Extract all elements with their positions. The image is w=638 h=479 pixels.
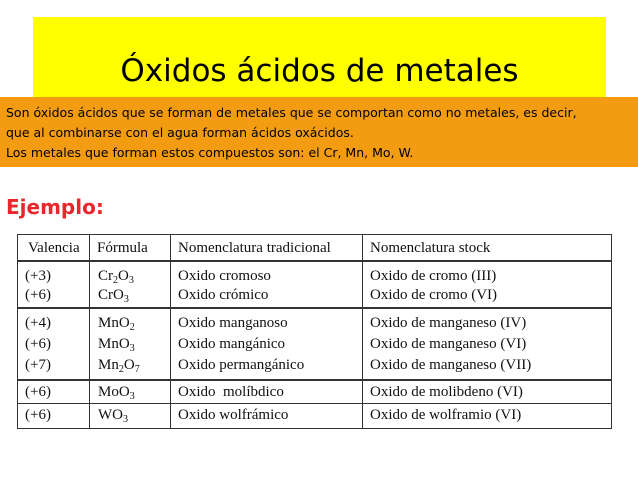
cell-valencia: (+6) [25, 407, 51, 423]
cell-valencia: (+6) [25, 384, 51, 400]
element-symbol: Mo [98, 384, 119, 400]
cell-tradicional: Oxido permangánico [178, 357, 305, 373]
element-symbol: Cr [98, 287, 113, 303]
cell-valencia: (+4) [25, 315, 51, 331]
subscript: 7 [134, 364, 140, 375]
cell-valencia: (+7) [25, 357, 51, 373]
element-symbol: Mn [98, 336, 119, 352]
cell-stock: Oxido de manganeso (IV) [370, 315, 527, 331]
cell-tradicional: Oxido wolfrámico [178, 407, 289, 423]
subscript: 2 [113, 275, 118, 286]
subscript: 3 [123, 414, 129, 425]
cell-formula [98, 314, 135, 333]
cell-formula [98, 335, 135, 354]
element-symbol: Cr [98, 268, 113, 284]
table-rule [18, 307, 611, 309]
element-symbol: Mn [98, 315, 119, 331]
cell-formula [98, 356, 140, 375]
header-formula: Fórmula [97, 240, 148, 256]
title-banner [33, 17, 606, 97]
table-rule [362, 235, 363, 428]
element-symbol: O [118, 315, 130, 331]
cell-stock: Oxido de wolframio (VI) [370, 407, 522, 423]
cell-tradicional: Oxido cromoso [178, 268, 271, 284]
subscript: 3 [128, 275, 134, 286]
subscript: 3 [129, 391, 135, 402]
element-symbol: O [118, 384, 130, 400]
cell-tradicional: Oxido manganoso [178, 315, 288, 331]
header-tradicional: Nomenclatura tradicional [178, 240, 331, 256]
subscript: 2 [129, 322, 135, 333]
cell-stock: Oxido de cromo (III) [370, 268, 497, 284]
intro-line: Los metales que forman estos compuestos son: el Cr, Mn, Mo, W. [6, 145, 414, 160]
table-rule [18, 379, 611, 381]
slide-title: Óxidos ácidos de metales [120, 53, 519, 89]
element-symbol: W [98, 407, 113, 423]
cell-formula [98, 286, 129, 305]
cell-stock: Oxido de cromo (VI) [370, 287, 498, 303]
example-label: Ejemplo: [6, 195, 104, 219]
intro-line: que al combinarse con el agua forman ácidos oxácidos. [6, 125, 354, 140]
element-symbol: O [118, 336, 130, 352]
element-symbol: O [112, 407, 124, 423]
cell-tradicional: Oxido mangánico [178, 336, 286, 352]
element-symbol: O [118, 268, 129, 284]
cell-tradicional: Oxido molíbdico [178, 384, 284, 400]
element-symbol: Mn [98, 357, 119, 373]
table-rule [18, 260, 611, 262]
intro-line: Son óxidos ácidos que se forman de metales que se comportan como no metales, es decir, [6, 105, 577, 120]
header-stock: Nomenclatura stock [370, 240, 491, 256]
subscript: 3 [129, 343, 135, 354]
cell-valencia: (+6) [25, 287, 51, 303]
oxide-table [17, 234, 612, 429]
cell-formula [98, 383, 135, 402]
cell-valencia: (+3) [25, 268, 51, 284]
header-valencia: Valencia [28, 240, 80, 256]
cell-stock: Oxido de manganeso (VII) [370, 357, 532, 373]
cell-formula [98, 267, 134, 286]
cell-formula [98, 406, 128, 425]
table-rule [170, 235, 171, 428]
cell-stock: Oxido de manganeso (VI) [370, 336, 527, 352]
cell-stock: Oxido de molibdeno (VI) [370, 384, 523, 400]
element-symbol: O [123, 357, 135, 373]
table-rule [18, 403, 611, 404]
cell-tradicional: Oxido crómico [178, 287, 269, 303]
subscript: 2 [118, 364, 124, 375]
subscript: 3 [123, 294, 129, 305]
element-symbol: O [113, 287, 124, 303]
cell-valencia: (+6) [25, 336, 51, 352]
table-rule [89, 235, 90, 428]
